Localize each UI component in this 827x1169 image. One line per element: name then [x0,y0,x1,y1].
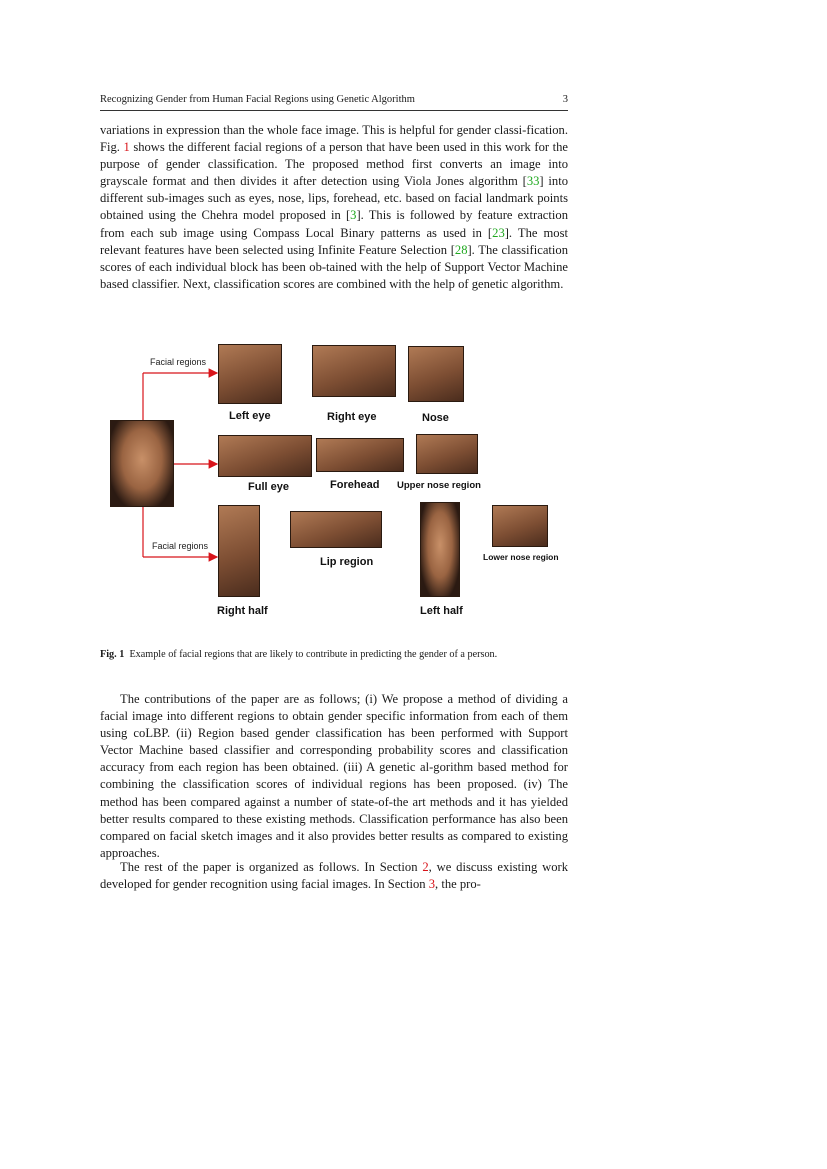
label-forehead: Forehead [330,479,380,491]
label-right-half: Right half [217,605,268,617]
citation-link[interactable]: 23 [492,225,505,240]
citation-link[interactable]: 3 [350,208,357,223]
nose-photo [408,346,464,402]
right-eye-photo [312,345,396,397]
right-half-photo [218,505,260,597]
paragraph-contributions: The contributions of the paper are as follows; (i) We propose a method of dividing a facial image into different regions to obtain gender specific information from each of them using coLBP. (ii) Region based gender classification has been performed with Support Vector Machine based classifier and corresponding probability scores and classification accuracy from each region has been obtained. (iii) A genetic al-gorithm based method for combining the classification scores of individual regions has been proposed. (iv) The method has been compared against a number of state-of-the art methods and it has yielded better results compared to these existing methods. Classification performance has also been compared on facial sketch images and it also provides better results as compared to existing approaches. [100,692,568,860]
running-header [100,92,568,111]
left-half-photo [420,502,460,597]
section-ref-link[interactable]: 3 [428,877,436,892]
paragraph-intro: variations in expression than the whole face image. This is helpful for gender classi-fication. Fig. 1 shows the different facial regions of a person that have been used in this work for the purpose of gender classification. The proposed method first converts an image into grayscale format and then divides it after detection using Viola Jones algorithm [33] into different sub-images such as eyes, nose, lips, forehead, etc. based on facial landmark points obtained using the Chehra model proposed in [3]. This is followed by feature extraction from each sub image using Compass Local Binary patterns as used in [23]. The most relevant features have been selected using Infinite Feature Selection [28]. The classification scores of each individual block has been ob-tained with the help of Support Vector Machine based classifier. Next, classification scores are combined with the help of genetic algorithm. [100,123,569,291]
label-upper-nose-region: Upper nose region [397,480,481,491]
citation-link[interactable]: 28 [454,242,468,257]
full-face-photo [110,420,174,507]
arrow-label-facial-regions-top: Facial regions [150,357,207,367]
running-title: Recognizing Gender from Human Facial Regions using Genetic Algorithm [100,94,415,105]
label-lip-region: Lip region [320,556,374,568]
figure-caption [100,649,570,660]
label-left-eye: Left eye [229,410,271,422]
section-ref-link[interactable]: 2 [422,860,429,874]
upper-nose-photo [416,434,478,474]
page-number: 3 [562,94,568,105]
paragraph-organization: The rest of the paper is organized as follows. In Section 2, we discuss existing work developed for gender recognition using facial images. In Section 3, the pro- [100,860,568,892]
label-nose: Nose [422,412,449,424]
label-left-half: Left half [420,605,463,617]
lip-region-photo [290,511,382,548]
figure-ref-link[interactable]: 1 [123,140,130,155]
label-lower-nose-region: Lower nose region [483,552,559,562]
full-eye-photo [218,435,312,477]
label-full-eye: Full eye [248,481,289,493]
left-eye-photo [218,344,282,404]
caption-label: Fig. 1 [100,649,125,660]
forehead-photo [316,438,404,472]
lower-nose-photo [492,505,548,547]
citation-link[interactable]: 33 [526,174,540,189]
arrow-label-facial-regions-bottom: Facial regions [152,541,209,551]
caption-text: Example of facial regions that are likely to contribute in predicting the gender of a person. [129,649,498,660]
label-right-eye: Right eye [327,411,377,423]
figure-facial-regions [100,335,570,625]
